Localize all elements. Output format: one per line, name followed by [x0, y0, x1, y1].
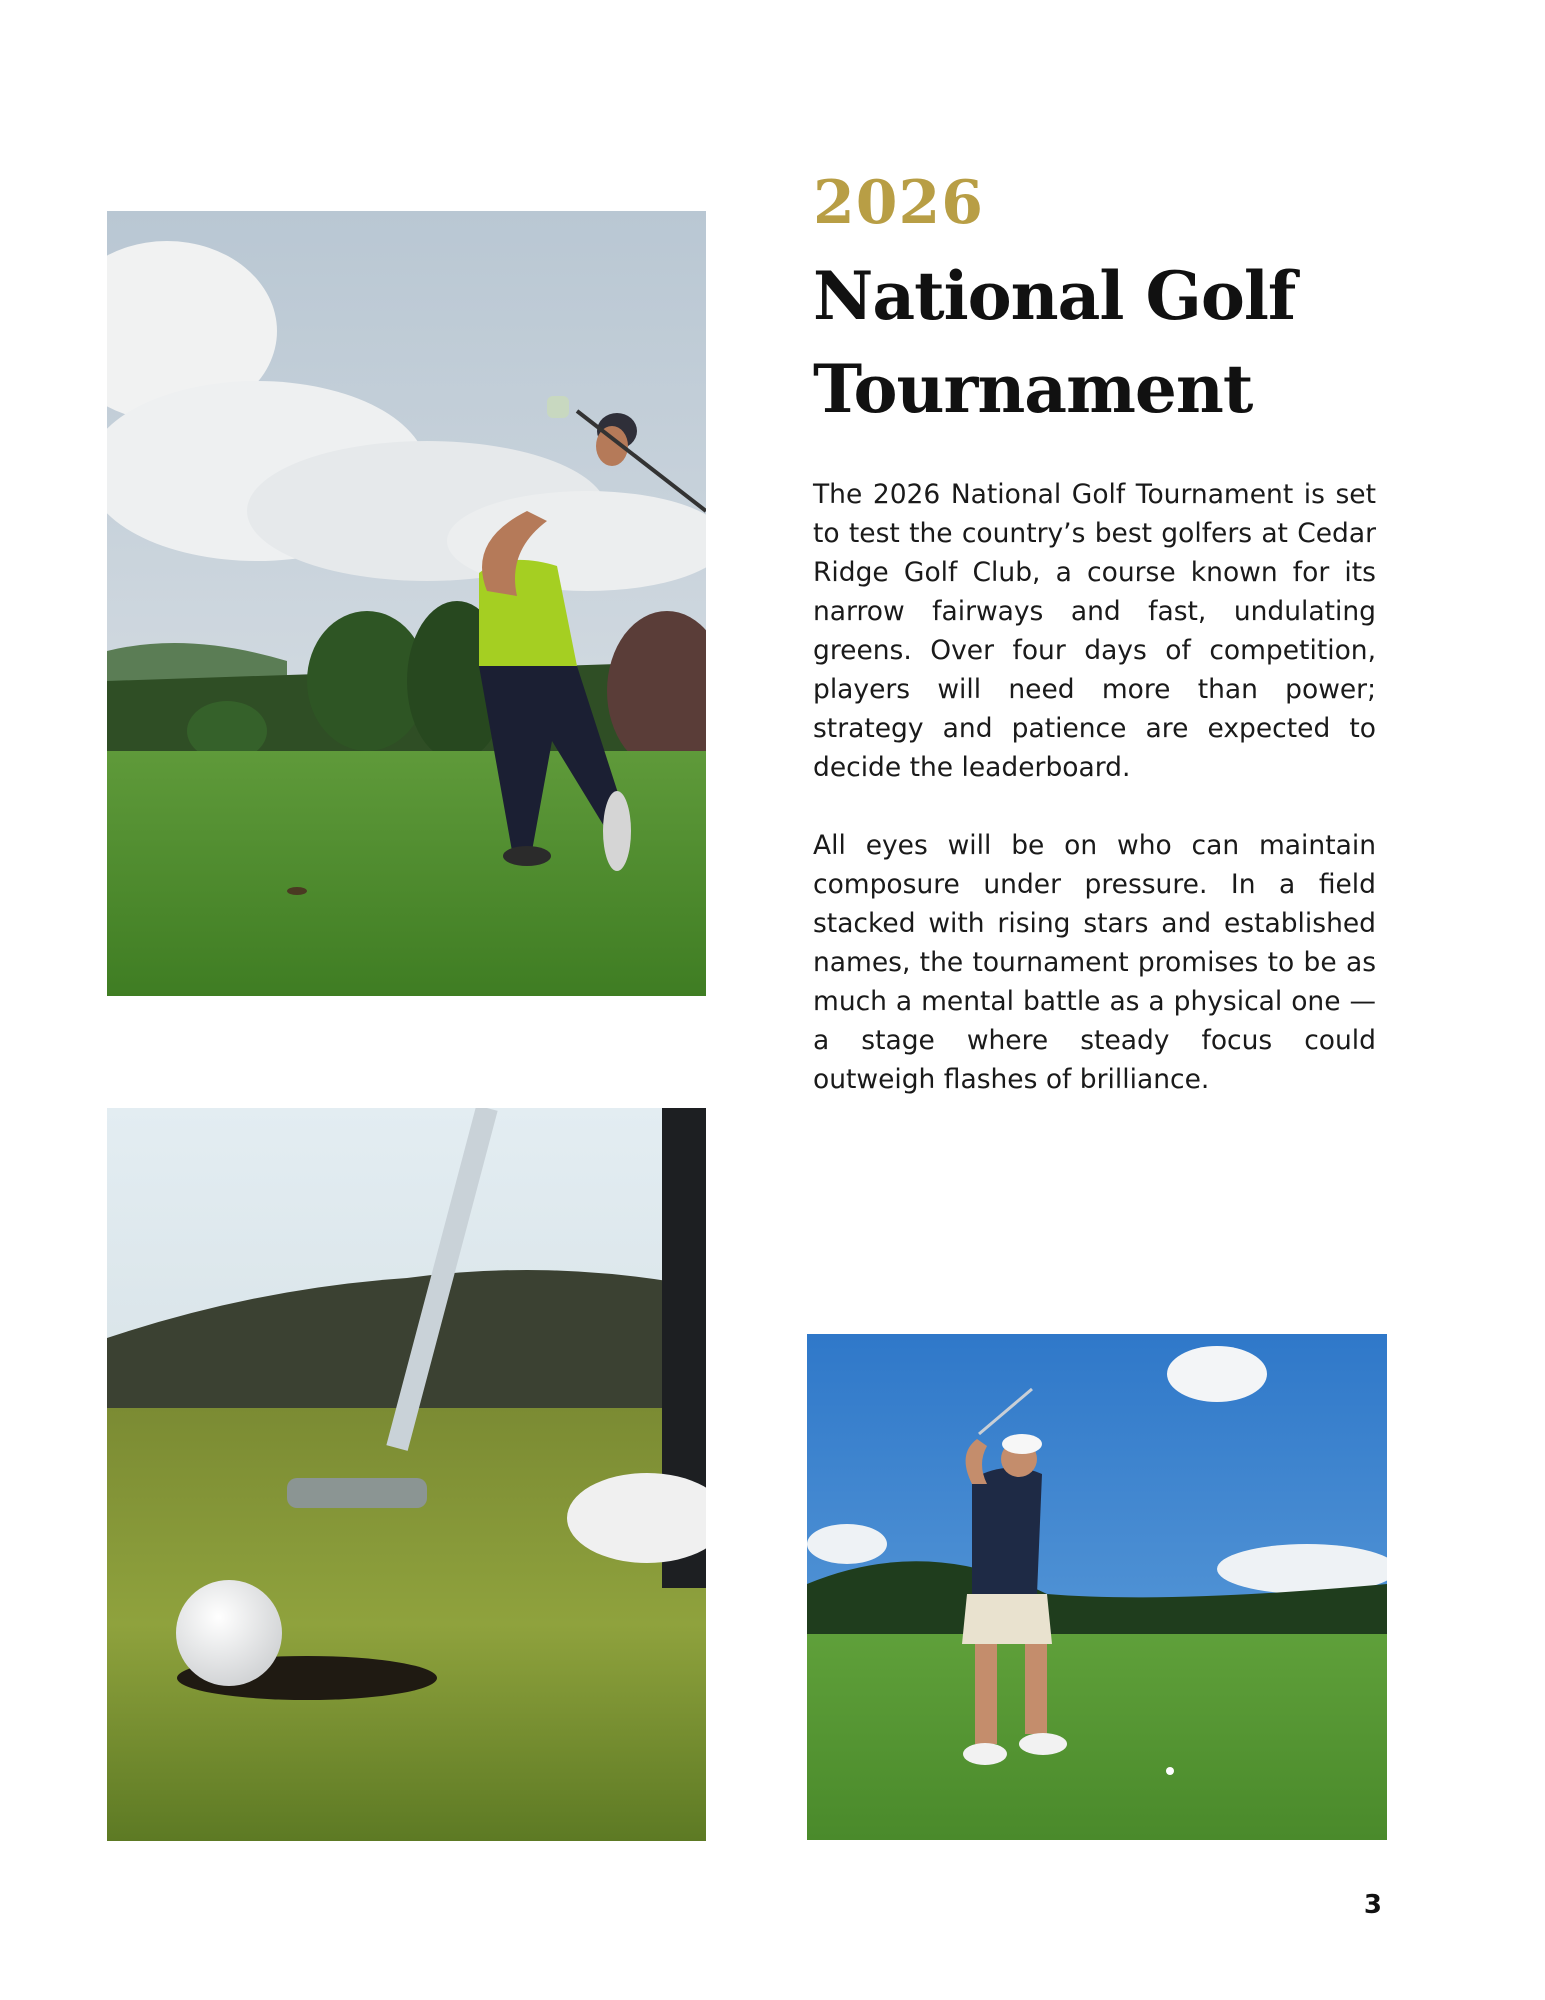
golfer-iron-shot-photo [807, 1334, 1387, 1840]
article-body [813, 475, 1376, 1138]
page-title: National Golf Tournament [813, 257, 1296, 428]
edition-year: 2026 [813, 168, 984, 238]
golfer-swing-photo [107, 211, 706, 996]
article-paragraph: All eyes will be on who can maintain composure under pressure. In a field stacked with rising stars and established names, the tournament promises to be as much a mental battle as a physical one — a stage where steady focus could outweigh flashes of brilliance. [813, 830, 1376, 1095]
article-paragraph: The 2026 National Golf Tournament is set to test the country’s best golfers at Cedar Ridge Golf Club, a course known for its narrow fairways and fast, undulating greens. Over four days of competition, players will need more than power; strategy and patience are expected to decide the leaderboard. [813, 479, 1376, 783]
golf-ball-putt-photo [107, 1108, 706, 1841]
page-number: 3 [1363, 1890, 1382, 1920]
